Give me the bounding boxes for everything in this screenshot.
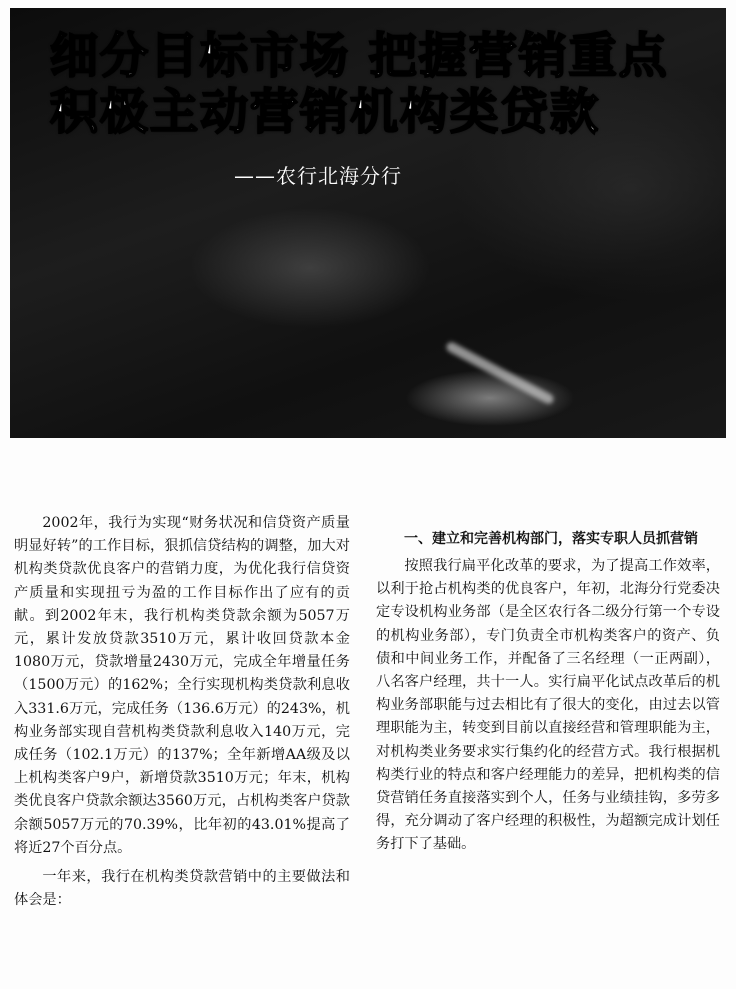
article-right-column bbox=[376, 528, 720, 857]
headline-line-1: 细分目标市场 把握营销重点 bbox=[50, 28, 669, 84]
hero-photo bbox=[10, 8, 726, 438]
headline-subtitle: ——农行北海分行 bbox=[234, 164, 402, 188]
intro-paragraph: 2002年，我行为实现“财务状况和信贷资产质量明显好转”的工作目标，狠抓信贷结构的调整，加大对机构类贷款优良客户的营销力度，为优化我行信贷资产质量和实现扭亏为盈的工作目标作出了应有的贡献。到2002年末，我行机构类贷款余额为5057万元，累计发放贷款3510万元，累计收回贷款本金1080万元，贷款增量2430万元，完成全年增量任务（1500万元）的162%；全行实现机构类贷款利息收入331.6万元，完成任务（136.6万元）的243%，机构业务部实现自营机构类贷款利息收入140万元，完成任务（102.1万元）的137%；全年新增AA级及以上机构类客户9户，新增贷款3510万元；年末，机构类优良客户贷款余额达3560万元，占机构类客户贷款余额5057万元的70.39%，比年初的43.01%提高了将近27个百分点。 bbox=[14, 515, 350, 856]
section-1-paragraph: 按照我行扁平化改革的要求，为了提高工作效率，以利于抢占机构类的优良客户，年初，北海分行党委决定专设机构业务部（是全区农行各二级分行第一个专设的机构业务部），专门负责全市机构类客户的资产、负债和中间业务工作，并配备了三名经理（一正两副），八名客户经理，共十一人。实行扁平化试点改革后的机构业务部职能与过去相比有了很大的变化，由过去以管理职能为主，转变到目前以直接经营和管理职能为主，对机构类业务要求实行集约化的经营方式。我行根据机构类行业的特点和客户经理能力的差异，把机构类的信贷营销任务直接落实到个人，任务与业绩挂钩，多劳多得，充分调动了客户经理的积极性，为超额完成计划任务打下了基础。 bbox=[376, 558, 720, 853]
section-heading-1: 一、建立和完善机构部门，落实专职人员抓营销 bbox=[404, 531, 698, 547]
headline-line-2: 积极主动营销机构类贷款 bbox=[50, 84, 601, 140]
article-left-column bbox=[14, 512, 350, 912]
summary-lead-paragraph: 一年来，我行在机构类贷款营销中的主要做法和体会是： bbox=[14, 869, 350, 909]
photo-highlight bbox=[445, 340, 556, 405]
